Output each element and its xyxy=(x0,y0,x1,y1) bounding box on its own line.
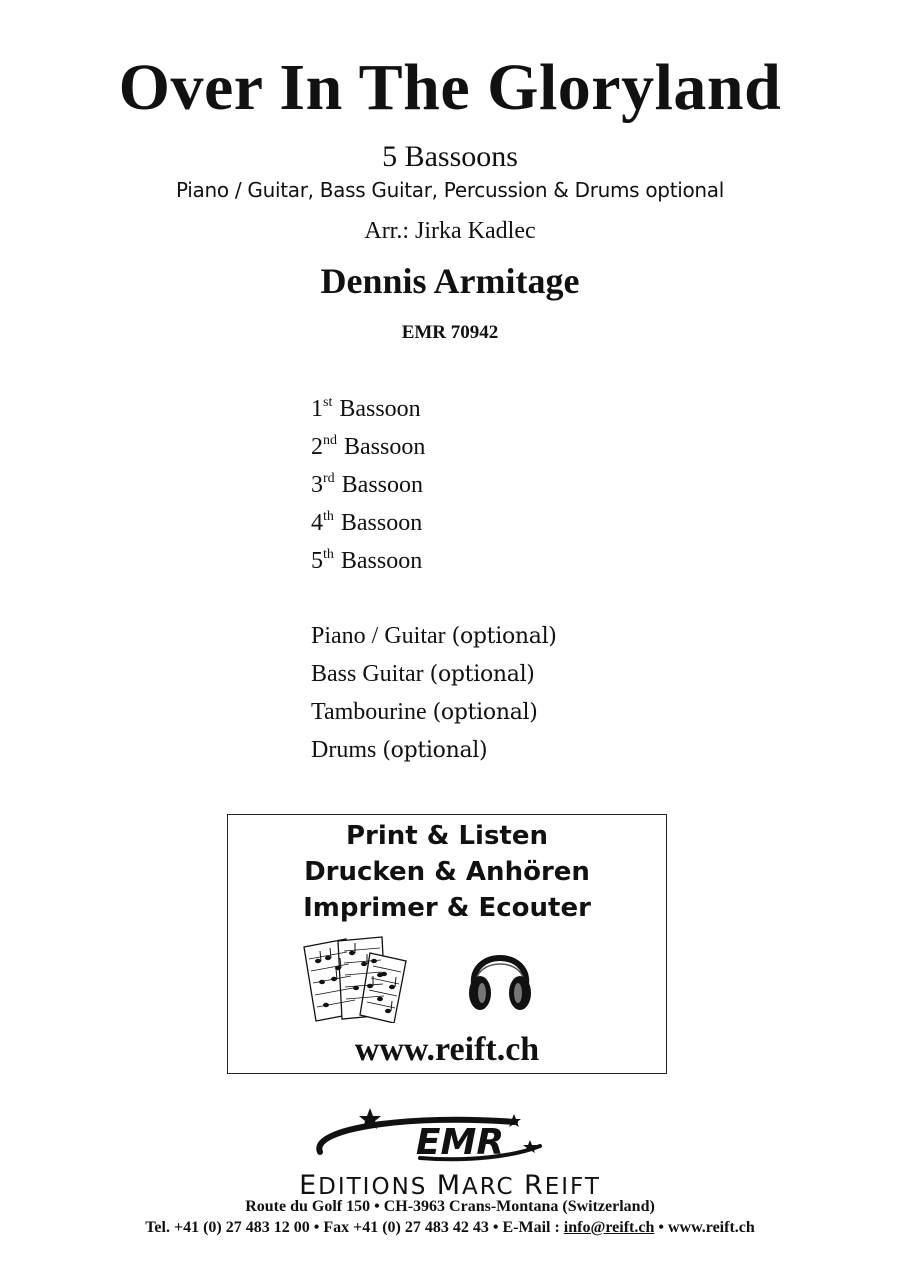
promo-line-german: Drucken & Anhören xyxy=(304,857,590,887)
contact-phone-fax: Tel. +41 (0) 27 483 12 00 • Fax +41 (0) 27 483 42 43 • E-Mail : xyxy=(145,1219,564,1236)
part-ordinal: st xyxy=(323,395,333,410)
promo-line-english: Print & Listen xyxy=(345,821,549,851)
optional-part-item xyxy=(311,617,557,655)
publisher-address: Route du Golf 150 • CH-3963 Crans-Montana (Switzerland) xyxy=(245,1198,655,1215)
email-link[interactable]: info@reift.ch xyxy=(563,1219,655,1236)
part-ordinal: th xyxy=(323,509,334,524)
composer: Dennis Armitage xyxy=(320,261,580,301)
score-title: Over In The Gloryland xyxy=(118,51,782,124)
publisher-word: DITIONS xyxy=(318,1174,437,1200)
part-name: Bassoon xyxy=(340,510,423,536)
part-name: Bassoon xyxy=(344,434,426,460)
publisher-contact xyxy=(0,1219,900,1237)
parts-list xyxy=(311,390,425,580)
optional-part-item xyxy=(311,693,557,731)
emr-logo-text: EMR xyxy=(415,1122,505,1163)
part-number: 1 xyxy=(311,396,323,422)
contact-website: • www.reift.ch xyxy=(654,1219,755,1236)
optional-part-name: Piano / Guitar xyxy=(311,623,446,649)
part-ordinal: nd xyxy=(323,433,337,448)
part-ordinal: rd xyxy=(323,471,335,486)
optional-parts-list xyxy=(311,617,557,769)
headphones-icon xyxy=(464,935,536,1017)
part-number: 3 xyxy=(311,472,323,498)
optional-part-name: Bass Guitar xyxy=(311,661,424,687)
optional-part-name: Drums xyxy=(311,737,377,763)
optional-part-name: Tambourine xyxy=(311,699,427,725)
publisher-initial: R xyxy=(523,1170,545,1201)
promo-line-french: Imprimer & Ecouter xyxy=(303,893,591,923)
optional-note: (optional) xyxy=(382,738,488,763)
part-item xyxy=(311,542,425,580)
part-item xyxy=(311,466,425,504)
publisher-name xyxy=(0,1170,900,1201)
part-number: 2 xyxy=(311,434,323,460)
publisher-initial: E xyxy=(299,1170,319,1201)
emr-logo xyxy=(300,1108,620,1166)
instrumentation: Piano / Guitar, Bass Guitar, Percussion & Drums optional xyxy=(175,178,725,202)
sheet-music-icon xyxy=(300,933,412,1023)
part-ordinal: th xyxy=(323,547,334,562)
optional-part-item xyxy=(311,655,557,693)
part-item xyxy=(311,390,425,428)
publisher-word: EIFT xyxy=(544,1174,601,1200)
part-item xyxy=(311,428,425,466)
optional-note: (optional) xyxy=(429,662,535,687)
part-item xyxy=(311,504,425,542)
print-listen-box xyxy=(227,814,667,1074)
part-name: Bassoon xyxy=(339,396,421,422)
part-name: Bassoon xyxy=(340,548,423,574)
promo-website[interactable]: www.reift.ch xyxy=(354,1031,540,1068)
catalog-number: EMR 70942 xyxy=(401,322,499,343)
part-number: 5 xyxy=(311,548,323,574)
publisher-initial: M xyxy=(436,1170,462,1201)
optional-note: (optional) xyxy=(451,624,557,649)
optional-part-item xyxy=(311,731,557,769)
part-name: Bassoon xyxy=(341,472,424,498)
optional-note: (optional) xyxy=(432,700,538,725)
part-number: 4 xyxy=(311,510,323,536)
publisher-word: ARC xyxy=(461,1174,524,1200)
arranger: Arr.: Jirka Kadlec xyxy=(364,218,536,244)
ensemble: 5 Bassoons xyxy=(382,140,518,173)
